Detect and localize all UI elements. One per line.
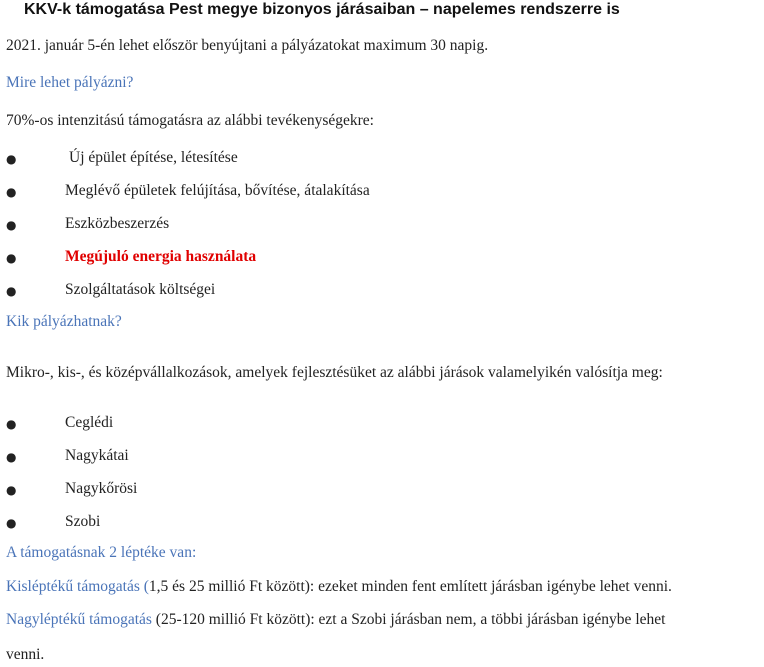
bullet-icon: ● (6, 450, 17, 464)
section-lead-what: 70%-os intenzitású támogatásra az alábbi tevékenységekre: (6, 112, 374, 129)
large-scale-paragraph-continued: venni. (6, 646, 45, 663)
small-scale-text: 1,5 és 25 millió Ft között): ezeket minden fent említett járásban igénybe lehet venni. (148, 578, 672, 595)
bullet-icon: ● (6, 483, 17, 497)
bullet-icon: ● (6, 516, 17, 530)
bullet-icon: ● (6, 152, 17, 166)
page-title: KKV-k támogatása Pest megye bizonyos járásaiban – napelemes rendszerre is (24, 1, 620, 18)
large-scale-label: Nagyléptékű támogatás (6, 611, 152, 628)
section-heading-who: Kik pályázhatnak? (6, 313, 122, 330)
small-scale-paragraph (6, 578, 672, 596)
bullet-icon: ● (6, 251, 17, 265)
bullet-icon: ● (6, 218, 17, 232)
small-scale-label: Kisléptékű támogatás ( (6, 578, 149, 595)
section-heading-what: Mire lehet pályázni? (6, 74, 134, 91)
intro-text: 2021. január 5-én lehet először benyújtani a pályázatokat maximum 30 napig. (6, 37, 489, 54)
bullet-icon: ● (6, 417, 17, 431)
section-heading-scale: A támogatásnak 2 léptéke van: (6, 544, 197, 561)
highlighted-item: Megújuló energia használata (65, 248, 257, 265)
section-lead-who: Mikro-, kis-, és középvállalkozások, amelyek fejlesztésüket az alábbi járások valamelyikén valósítja meg: (6, 364, 663, 381)
bullet-icon: ● (6, 284, 17, 298)
large-scale-paragraph (6, 611, 665, 629)
bullet-icon: ● (6, 185, 17, 199)
large-scale-text: (25-120 millió Ft között): ezt a Szobi járásban nem, a többi járásban igénybe lehet (151, 611, 666, 628)
